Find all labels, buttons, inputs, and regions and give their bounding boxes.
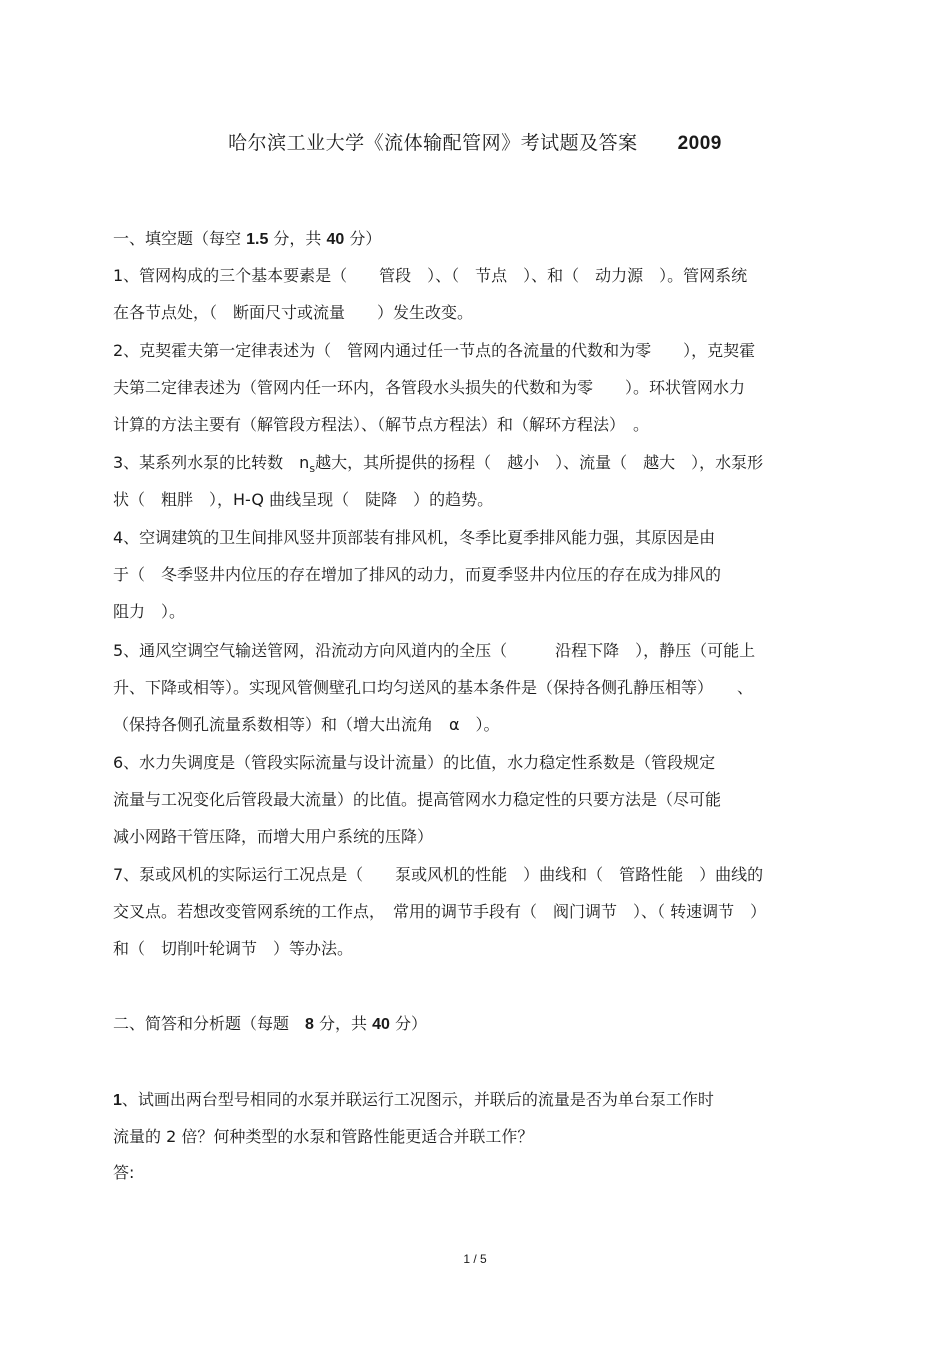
question-1-line-2: 在各节点处，（ 断面尺寸或流量 ）发生改变。 bbox=[113, 303, 474, 322]
question-3-line-1: 3、某系列水泵的比转数 $n_s$越大，其所提供的扬程（ 越小 ）、流量（ 越大 ），水泵形 bbox=[113, 453, 764, 476]
question-2-line-3: 计算的方法主要有（解管段方程法）、（解节点方程法）和（解环方程法） 。 bbox=[113, 415, 650, 434]
short-question-1-line-2: 流量的 2 倍？何种类型的水泵和管路性能更适合并联工作？ bbox=[113, 1127, 534, 1146]
question-2-line-2: 夫第二定律表述为（管网内任一环内，各管段水头损失的代数和为零 ）。环状管网水力 bbox=[113, 378, 746, 397]
question-3-line-2: 状（ 粗胖 ），H-Q 曲线呈现（ 陡降 ）的趋势。 bbox=[113, 490, 494, 509]
question-5-line-3: （保持各侧孔流量系数相等）和（增大出流角 α ）。 bbox=[113, 715, 500, 734]
question-4-line-1: 4、空调建筑的卫生间排风竖井顶部装有排风机，冬季比夏季排风能力强，其原因是由 bbox=[113, 528, 716, 547]
question-6-line-2: 流量与工况变化后管段最大流量）的比值。提高管网水力稳定性的只要方法是（尽可能 bbox=[113, 790, 722, 809]
question-6-line-1: 6、水力失调度是（管段实际流量与设计流量）的比值，水力稳定性系数是（管段规定 bbox=[113, 753, 716, 772]
section-1-heading: 一、填空题（每空 1.5 分，共 40 分） bbox=[113, 229, 382, 248]
question-2-line-1: 2、克契霍夫第一定律表述为（ 管网内通过任一节点的各流量的代数和为零 ），克契霍 bbox=[113, 341, 756, 360]
section-2-heading: 二、简答和分析题（每题 8 分，共 40 分） bbox=[113, 1014, 427, 1033]
question-5-line-2: 升、下降或相等）。实现风管侧壁孔口均匀送风的基本条件是（保持各侧孔静压相等） 、 bbox=[113, 678, 754, 697]
question-7-line-1: 7、泵或风机的实际运行工况点是（ 泵或风机的性能 ）曲线和（ 管路性能 ）曲线的 bbox=[113, 865, 764, 884]
title-year: 2009 bbox=[677, 133, 722, 154]
question-4-line-2: 于（ 冬季竖井内位压的存在增加了排风的动力，而夏季竖井内位压的存在成为排风的 bbox=[113, 565, 722, 584]
short-question-1-line-1: 1、试画出两台型号相同的水泵并联运行工况图示，并联后的流量是否为单台泵工作时 bbox=[113, 1090, 714, 1109]
question-5-line-1: 5、通风空调空气输送管网，沿流动方向风道内的全压（ 沿程下降 ），静压（可能上 bbox=[113, 641, 756, 660]
title-text: 哈尔滨工业大学《流体输配管网》考试题及答案 bbox=[228, 132, 638, 154]
question-6-line-3: 减小网路干管压降，而增大用户系统的压降） bbox=[113, 827, 434, 846]
question-1-line-1: 1、管网构成的三个基本要素是（ 管段 ）、（ 节点 ）、和（ 动力源 ）。管网系统 bbox=[113, 266, 748, 285]
question-7-line-3: 和（ 切削叶轮调节 ）等办法。 bbox=[113, 939, 354, 958]
question-7-line-2: 交叉点。若想改变管网系统的工作点， 常用的调节手段有（ 阀门调节 ）、（ 转速调节 ） bbox=[113, 902, 767, 921]
page-number: 1 / 5 bbox=[463, 1252, 487, 1266]
question-4-line-3: 阻力 ）。 bbox=[113, 602, 186, 621]
answer-label: 答: bbox=[113, 1163, 135, 1182]
document-title bbox=[0, 128, 950, 155]
